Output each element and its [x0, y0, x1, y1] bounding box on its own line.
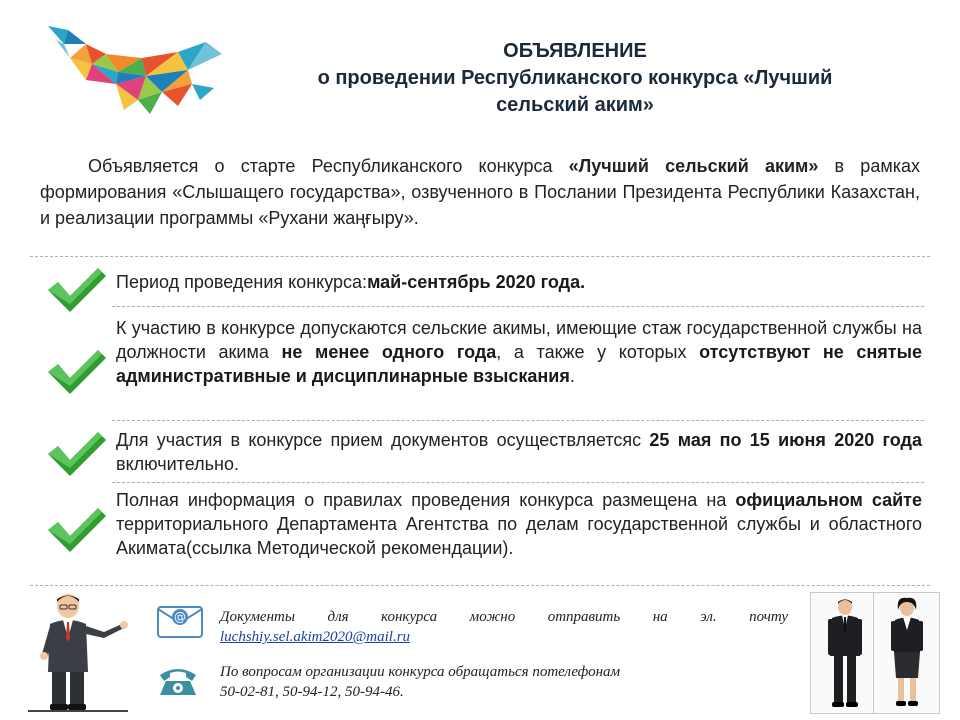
- phone-icon: [156, 663, 200, 697]
- phone-contact-text: По вопросам организации конкурса обращаться потелефонам: [220, 664, 621, 680]
- info-bold-1: официальном сайте: [735, 490, 922, 510]
- announcement-title: [250, 38, 900, 119]
- email-icon: [156, 603, 204, 639]
- documents-text-1: Для участия в конкурсе прием документов осуществляетсяс: [116, 430, 650, 450]
- info-text-1: Полная информация о правилах проведения конкурса размещена на: [116, 490, 736, 510]
- email-link[interactable]: luchshiy.sel.akim2020@mail.ru: [220, 629, 411, 645]
- intro-text-2: в рамках формирования «Слышащего государства», озвученного в Послании Президента Республики Казахстан, и реализации программы «Рухани жаңғыру».: [40, 156, 920, 228]
- documents-bold-1: 25 мая по 15 июня 2020 года: [649, 430, 922, 450]
- period-value: май-сентябрь 2020 года.: [367, 272, 586, 292]
- documents-text-2: включительно.: [116, 454, 239, 474]
- eligibility-bold-2: отсутствуют не снятые административные и дисциплинарные взыскания: [116, 342, 922, 386]
- title-line-3: сельский аким»: [496, 94, 654, 116]
- phone-numbers: 50-02-81, 50-94-12, 50-94-46.: [220, 684, 404, 700]
- separator-top: [30, 256, 930, 257]
- checkmark-icon: [44, 264, 108, 314]
- checkmark-icon: [44, 504, 108, 554]
- eligibility-bold-1: не менее одного года: [281, 342, 497, 362]
- man-in-suit-figure: [820, 596, 870, 710]
- bird-logo-icon: [46, 14, 226, 124]
- item-period: [116, 270, 922, 294]
- separator-1: [112, 306, 924, 307]
- businessman-illustration: [30, 592, 130, 712]
- svg-text:@: @: [174, 610, 186, 624]
- title-line-2: о проведении Республиканского конкурса «Лучший: [317, 67, 833, 89]
- checkmark-icon: [44, 428, 108, 478]
- eligibility-text-1: К участию в конкурсе допускаются сельские акимы, имеющие стаж государственной службы на должности акима: [116, 318, 922, 362]
- intro-paragraph: [40, 153, 920, 231]
- info-text-2: территориального Департамента Агентства по делам государственной службы и областного Акимата(ссылка Методической рекомендации).: [116, 514, 922, 558]
- item-info: [116, 488, 922, 560]
- email-contact-text: Документы для конкурса можно отправить на эл. почту: [220, 609, 788, 625]
- checkmark-icon: [44, 346, 108, 396]
- item-documents: [116, 428, 922, 476]
- eligibility-text-2: , а также у которых: [496, 342, 700, 362]
- item-eligibility: [116, 316, 922, 388]
- separator-bottom: [30, 585, 930, 586]
- separator-2: [112, 420, 924, 421]
- title-line-1: ОБЪЯВЛЕНИЕ: [503, 40, 647, 62]
- phone-contact: [220, 662, 788, 702]
- intro-text-1: Объявляется о старте Республиканского конкурса: [88, 156, 569, 176]
- period-label: Период проведения конкурса:: [116, 272, 368, 292]
- woman-in-suit-figure: [882, 596, 932, 710]
- separator-3: [112, 482, 924, 483]
- baseline-divider: [28, 710, 128, 712]
- figures-frame-divider: [873, 592, 874, 714]
- email-contact: [220, 607, 788, 647]
- intro-contest-name: «Лучший сельский аким»: [568, 156, 819, 176]
- eligibility-text-3: .: [569, 366, 575, 386]
